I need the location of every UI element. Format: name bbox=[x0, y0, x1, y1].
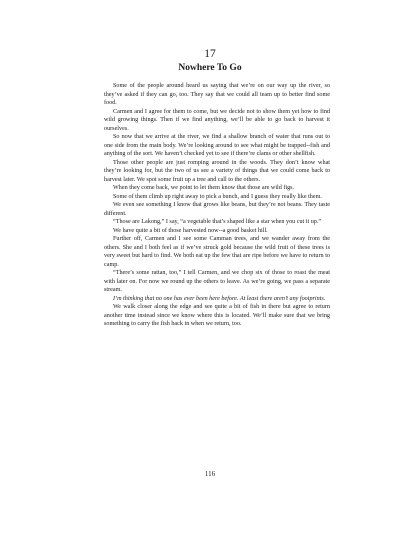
paragraph: Carmen and I agree for them to come, but we decide not to show them yet how to find wild growing things. Then if we find anything, we’ll be able to go back to harvest it ourselves. bbox=[104, 108, 330, 132]
italic-thought-paragraph: I’m thinking that no one has ever been here before. At least there aren’t any footprints. bbox=[113, 295, 326, 302]
paragraph: Some of them climb up right away to pick a bunch, and I guess they really like them. bbox=[113, 193, 322, 200]
chapter-body bbox=[104, 82, 330, 329]
paragraph: Further off, Carmen and I see some Camman trees, and we wander away from the others. She and I both feel as if we’ve struck gold because the wild fruit of these trees is very sweet but hard to find. We both eat up the few that are ripe before we have to return to camp. bbox=[104, 236, 330, 268]
paragraph: “Those are Lakong,” I say, “a vegetable that’s shaped like a star when you cut it up.” bbox=[113, 219, 322, 225]
paragraph: Some of the people around heard us saying that we’re on our way up the river, so they’ve asked if they can go, too. They say that we could all team up to better find some food. bbox=[104, 83, 330, 106]
paragraph: So now that we arrive at the river, we find a shallow branch of water that runs out to one side from the main body. We’re looking around to see what might be trapped--fish and anything of the sort. We haven’t checked yet to see if there’re clams or other shellfish. bbox=[104, 134, 330, 157]
paragraph: When they come back, we point to let them know that those are wild figs. bbox=[113, 185, 295, 191]
paragraph: “There’s some rattan, too,” I tell Carmen, and we chop six of those to roast the meat with later on. For now we round up the others to leave. As we’re going, we pass a separate stream. bbox=[104, 270, 330, 293]
paragraph: We have quite a bit of those harvested now--a good basket hill. bbox=[113, 227, 268, 234]
paragraph: We even see something I know that grows like beans, but they’re not beans. They taste different. bbox=[104, 202, 330, 217]
paragraph: Those other people are just romping around in the woods. They don’t know what they’re looking for, but the two of us see a variety of things that we could come back to harvest later. We spot some fruit up a tree and call to the others. bbox=[104, 159, 330, 183]
paragraph: We walk closer along the edge and see quite a bit of fish in there but agree to return another time instead since we know where this is located. We’ll make sure that we bring something to carry the fish back in when we return, too. bbox=[104, 304, 330, 327]
chapter-title: Nowhere To Go bbox=[178, 63, 242, 73]
chapter-number: 17 bbox=[204, 48, 216, 60]
page-number: 116 bbox=[204, 470, 216, 478]
